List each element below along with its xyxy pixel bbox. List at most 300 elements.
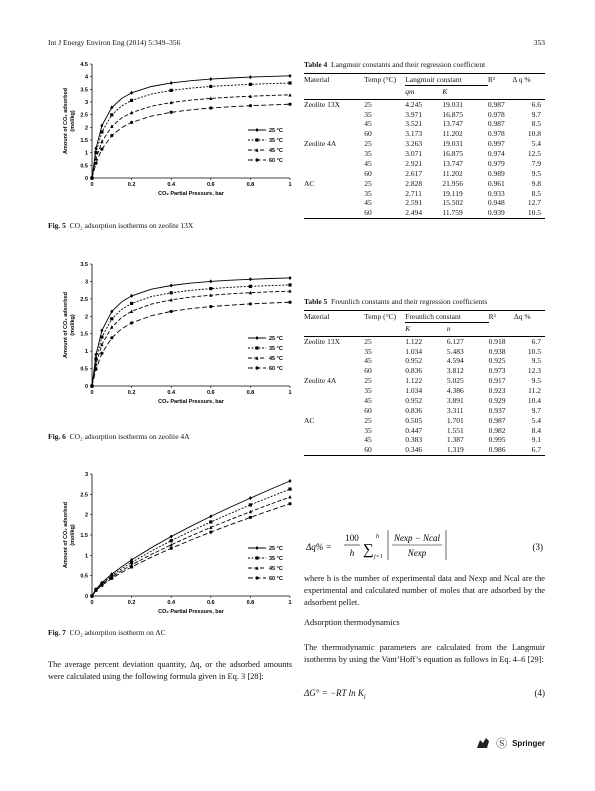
table-cell [304,445,364,455]
x-tick-label: 0.6 [206,600,215,606]
data-point [249,277,252,281]
x-tick-label: 0 [90,182,94,188]
x-tick-label: 0 [90,600,94,606]
data-point [209,77,212,81]
table-cell: 0.938 [488,346,506,356]
table-cell: 2.711 [405,188,422,198]
table-cell [304,159,364,169]
table-cell [304,198,364,208]
table-cell: 10.5 [527,346,541,356]
y-tick-label: 4 [84,74,88,81]
data-point [209,514,212,518]
data-point [249,285,252,288]
table-cell: 2.828 [405,178,423,188]
x-tick-label: 1 [288,390,292,396]
data-point [130,99,133,102]
table-cell [304,425,364,435]
data-point [170,539,173,542]
table-cell: 0.836 [405,405,423,415]
series-line [92,481,290,596]
data-point [170,547,173,550]
x-tick-label: 0.8 [246,600,255,606]
data-point [249,83,252,86]
table-cell: 3.173 [405,129,423,139]
table-cell: 25 [364,139,372,149]
x-tick-label: 0.4 [167,182,176,188]
table-5: Table 5 Freunlich constants and their regression coefficients Material Temp (°C) Freunlich constant R² Δq % K n Zeolite 13X 25 1.122 6.127 0.918 6.7 35 1.034 5.483 0.938 10.5 45 0.952 4.594 0.925 9.5 60 0.836 3.812 0.973 12.3 Zeolite 4A 25 1.122 5.025 0.917 9.5 35 1.034 4.386 0.923 11.2 45 0.952 3.891 0.929 10.4 60 0.836 3.311 0.937 9.7 AC 25 0.505 1.701 0.987 5.4 35 0.447 1.551 0.982 8.4 45 0.383 1.387 0.995 9.1 60 0.346 1.319 0.986 6.7 [304,297,545,456]
table-cell: AC [304,178,315,188]
x-axis-label: CO₂ Partial Pressure, bar [158,191,224,197]
table-cell: 0.923 [488,386,506,396]
series-line [92,489,290,596]
y-tick-label: 4.5 [80,62,88,68]
table-cell: 25 [364,336,372,346]
table-cell: 45 [364,435,372,445]
table-cell: 25 [364,99,372,109]
table5-subheader: n [447,323,489,337]
series-line [92,291,290,386]
table-cell: 25 [364,376,372,386]
table-cell: 6.6 [531,99,541,109]
data-point [130,91,133,95]
table-cell: 35 [364,425,372,435]
series-line [92,302,290,386]
page-number: 353 [533,38,545,47]
table-cell: 0.952 [405,356,423,366]
y-tick-label: 0 [84,594,88,600]
table-cell: 35 [364,109,372,119]
x-tick-label: 0.4 [167,600,176,606]
table-cell: 9.5 [531,168,541,178]
data-point [255,366,258,369]
springer-s-icon: Ⓢ [496,738,508,750]
table-row [304,366,545,376]
table-cell: 0.987 [488,415,506,425]
table-cell: 60 [364,405,372,415]
table-cell: 0.989 [487,168,505,178]
data-point [288,502,291,505]
table-cell: 0.383 [405,435,423,445]
legend-label: 60 °C [269,158,283,164]
data-point [130,321,133,324]
data-point [90,594,93,597]
table-cell: 0.973 [488,366,506,376]
table-cell: 0.505 [405,415,423,425]
data-point [110,317,113,320]
series-line [92,285,290,386]
table-row [304,149,545,159]
data-point [249,503,252,506]
series-line [92,278,290,386]
table-cell: 0.937 [488,405,506,415]
table-cell: 13.747 [442,158,463,168]
data-point [255,346,258,349]
data-point [288,74,291,78]
table5-header-material: Material [304,312,330,322]
y-tick-label: 3.5 [80,262,88,268]
figure-5 [48,60,293,200]
table-cell: 10.8 [527,129,541,139]
table-cell: Zeolite 13X [304,99,341,109]
data-point [170,535,173,539]
publisher-footer [475,735,545,751]
table-cell: 11.202 [442,168,463,178]
data-point [249,75,252,79]
data-point [288,301,291,304]
table-cell: 1.319 [446,445,464,455]
table-cell: Zeolite 13X [304,336,341,346]
legend-label: 25 °C [269,336,283,342]
series-line [92,504,290,596]
y-tick-label: 0 [84,384,88,390]
y-tick-label: 1 [84,553,88,560]
series-line [92,83,290,178]
y-tick-label: 2.5 [80,492,88,499]
table-cell [304,129,364,139]
data-point [255,336,258,340]
table-cell: 16.875 [442,149,463,159]
table-cell: 9.7 [531,109,541,119]
data-point [209,305,212,308]
svg-text:Nexp − Ncal: Nexp − Ncal [393,533,441,543]
table-cell [304,406,364,416]
table-cell [304,366,364,376]
data-point [255,128,258,132]
data-point [130,302,133,305]
data-point [130,121,133,124]
table-row [304,159,545,169]
y-tick-label: 0 [84,176,88,182]
data-point [209,85,212,88]
data-point [130,294,133,298]
table-cell: 0.974 [487,149,505,159]
legend-label: 60 °C [269,576,283,582]
table-cell [304,346,364,356]
table-cell: 5.4 [531,139,541,149]
data-point [130,309,133,313]
table5-header-dq: Δq % [513,312,531,322]
data-point [110,134,113,137]
data-point [110,325,113,329]
figure-7 [48,470,293,618]
section-heading: Adsorption thermodynamics [304,618,400,627]
y-tick-label: 1.5 [80,138,88,144]
y-tick-label: 2 [84,314,88,321]
legend-label: 35 °C [269,346,283,352]
table-cell: 45 [364,119,372,129]
data-point [209,279,212,283]
table-cell: Zeolite 4A [304,139,337,149]
table-cell: 10.4 [527,395,541,405]
data-point [288,276,291,280]
table-row [304,139,545,149]
table-row [304,376,545,386]
table-row [304,336,545,346]
x-tick-label: 0.2 [127,182,136,188]
equation-4-number: (4) [534,688,545,698]
data-point [288,81,291,84]
table-cell: 3.891 [446,395,464,405]
legend-label: 35 °C [269,138,283,144]
data-point [94,151,97,154]
data-point [255,576,258,579]
table-cell: 35 [364,346,372,356]
table-cell [304,435,364,445]
data-point [170,111,173,114]
table-cell [304,149,364,159]
svg-text:Nexp: Nexp [407,548,427,558]
series-line [92,104,290,178]
data-point [110,336,113,339]
table-cell: 0.987 [487,99,505,109]
table-cell: 10.5 [527,208,541,218]
table4-subheader: K [442,86,487,100]
table-cell: 35 [364,386,372,396]
table-row [304,129,545,139]
table-cell: 0.918 [488,336,506,346]
table-cell: 19.031 [442,99,463,109]
table-row [304,425,545,435]
table-cell: 1.387 [446,435,464,445]
legend-label: 45 °C [269,566,283,572]
table-cell: 0.982 [488,425,506,435]
table-cell: 19.031 [442,139,463,149]
svg-text:Δq% =: Δq% = [306,542,332,552]
data-point [255,546,258,550]
table-cell: 0.986 [488,445,506,455]
table-cell: 11.759 [442,208,463,218]
table-cell: 0.995 [488,435,506,445]
table-row [304,208,545,218]
data-point [255,158,258,161]
data-point [110,113,113,116]
table-cell: 0.933 [487,188,505,198]
publisher-name: Springer [512,738,545,748]
table4-header-temp: Temp (°C) [364,75,397,85]
table5-header-temp: Temp (°C) [364,312,397,322]
table-cell: Zeolite 4A [304,376,337,386]
table-cell: 6.7 [531,336,541,346]
table-cell: 12.7 [527,198,541,208]
table-cell: 45 [364,356,372,366]
table-cell: 35 [364,149,372,159]
table-cell: 0.917 [488,376,506,386]
table-row [304,406,545,416]
table5-header-r2: R² [488,312,496,322]
table-row [304,396,545,406]
data-point [90,384,93,387]
table-cell: 3.263 [405,139,423,149]
series-line [92,95,290,178]
table-row [304,169,545,179]
data-point [288,283,291,286]
svg-text:h: h [349,548,355,558]
table-cell: 0.997 [487,139,505,149]
data-point [100,584,103,587]
table-cell: 0.836 [405,366,423,376]
legend-label: 35 °C [269,556,283,562]
table-cell: 21.956 [442,178,463,188]
table-cell: 11.202 [442,129,463,139]
table-cell [304,386,364,396]
legend-label: 45 °C [269,356,283,362]
data-point [288,103,291,106]
figure-5-caption: Fig. 5 CO₂ adsorption isotherms on zeolite 13X [48,221,194,230]
journal-header: Int J Energy Environ Eng (2014) 5:349–356 [48,38,181,47]
table-cell [304,109,364,119]
table-cell: 6.127 [446,336,464,346]
table-cell: 45 [364,158,372,168]
data-point [255,556,258,559]
table-cell [304,208,364,218]
data-point [100,130,103,133]
springer-horse-icon [475,736,491,750]
table-row [304,386,545,396]
table-cell: 60 [364,129,372,139]
y-tick-label: 2.5 [80,296,88,303]
data-point [288,495,291,499]
legend-label: 60 °C [269,366,283,372]
y-tick-label: 2.5 [80,112,88,119]
table-cell: 9.5 [531,356,541,366]
table-cell: 9.1 [531,435,541,445]
legend-label: 25 °C [269,546,283,552]
table-cell: 8.4 [531,425,541,435]
data-point [100,148,103,151]
left-paragraph: The average percent deviation quantity, Δq, or the adsorbed amounts were calculated using the following formula given in Eq. 3 [28]: [48,660,292,681]
data-point [170,283,173,287]
table5-subheader: K [405,323,447,337]
table-cell: 3.812 [446,366,464,376]
table-cell: AC [304,415,315,425]
table4-header-r2: R² [487,75,496,85]
y-axis-label: Amount of CO₂ adsorbed(mol/kg) [63,502,76,568]
svg-text:(3): (3) [532,542,543,552]
table-cell: 3.071 [405,149,423,159]
table-cell: 1.034 [405,346,423,356]
y-tick-label: 2 [84,512,88,519]
data-point [94,589,97,592]
table5-header-constant: Freunlich constant [405,312,461,321]
table-cell: 25 [364,415,372,425]
table-cell: 0.978 [487,129,505,139]
y-tick-label: 0.5 [80,163,88,170]
table-cell: 1.034 [405,386,423,396]
table-cell: 9.7 [531,405,541,415]
table-cell [304,169,364,179]
series-line [92,76,290,178]
data-point [288,93,291,97]
x-tick-label: 1 [288,182,292,188]
data-point [170,310,173,313]
table-cell: 19.119 [442,188,463,198]
table-cell: 2.591 [405,198,423,208]
table-cell: 0.979 [487,158,505,168]
series-line [92,497,290,596]
table-cell [304,356,364,366]
table4-header-dq: Δ q % [512,75,531,85]
y-tick-label: 1.5 [80,331,88,338]
table4-header-material: Material [304,75,330,85]
data-point [100,352,103,355]
table-cell: 5.4 [531,415,541,425]
table-cell: 15.502 [442,198,463,208]
table-cell: 5.483 [446,346,464,356]
x-tick-label: 0.2 [127,390,136,396]
data-point [94,368,97,371]
table-cell: 60 [364,366,372,376]
svg-text:h: h [376,534,379,540]
table-row [304,356,545,366]
legend-label: 25 °C [269,128,283,134]
table-cell: 3.971 [405,109,423,119]
table-cell: 0.346 [405,445,423,455]
y-tick-label: 1.5 [80,533,88,539]
table-cell: 12.5 [527,149,541,159]
table-cell: 2.617 [405,168,423,178]
svg-text:100: 100 [345,533,359,543]
table-cell: 35 [364,188,372,198]
x-tick-label: 0.6 [206,182,215,188]
table-cell [304,188,364,198]
data-point [209,287,212,290]
table-cell: 0.939 [487,208,505,218]
y-tick-label: 1 [84,150,88,157]
y-tick-label: 0.5 [80,573,88,580]
table-cell: 3.521 [405,119,423,129]
data-point [130,565,133,568]
table-cell: 45 [364,395,372,405]
y-tick-label: 3.5 [80,87,88,94]
data-point [255,138,258,141]
table-cell: 0.929 [488,395,506,405]
table-row [304,99,545,109]
table-cell: 45 [364,198,372,208]
data-point [170,291,173,294]
table-4: Table 4 Langmuir constants and their regression coefficient Material Temp (°C) Langmuir constant R² Δ q % qm K Zeolite 13X 25 4.245 19.031 0.987 6.6 35 3.971 16.875 0.978 9.7 45 3.521 13.747 0.987 8.5 60 3.173 11.202 0.978 10.8 Zeolite 4A 25 3.263 19.031 0.997 5.4 35 3.071 16.875 0.974 12.5 45 2.921 13.747 0.979 7.9 60 2.617 11.202 0.989 9.5 AC 25 2.828 21.956 0.961 9.8 35 2.711 19.119 0.933 8.5 45 2.591 15.502 0.948 12.7 60 2.494 11.759 0.939 10.5 [304,60,545,219]
svg-text:∑: ∑ [363,542,374,558]
table-cell: 7.9 [531,158,541,168]
table-row [304,416,545,426]
table-row [304,119,545,129]
table-cell: 6.7 [531,445,541,455]
table-cell: 1.551 [446,425,464,435]
table-row [304,188,545,198]
figure-7-caption: Fig. 7 CO₂ adsorption isotherm on AC [48,628,166,637]
equation-3 [304,524,545,566]
equation-4: ΔG° = −RT $\ln K_l$ [304,688,366,701]
table-cell: 25 [364,178,372,188]
data-point [90,176,93,179]
table-cell: 11.2 [528,386,541,396]
table-cell: 1.122 [405,336,423,346]
data-point [170,89,173,92]
y-tick-label: 3 [84,472,88,478]
table-cell: 0.987 [487,119,505,129]
table-cell: 4.594 [446,356,464,366]
right-paragraph-1: where h is the number of experimental data and Nexp and Ncal are the experimental and calculated number of moles that are adsorbed by the adsorbent pellet. [304,574,545,607]
table-cell: 60 [364,168,372,178]
table-cell: 9.8 [531,178,541,188]
table-row [304,445,545,455]
table-row [304,179,545,189]
x-tick-label: 0 [90,390,94,396]
y-tick-label: 1 [84,349,88,356]
data-point [100,335,103,338]
data-point [170,81,173,85]
table-cell: 12.3 [527,366,541,376]
data-point [110,577,113,580]
